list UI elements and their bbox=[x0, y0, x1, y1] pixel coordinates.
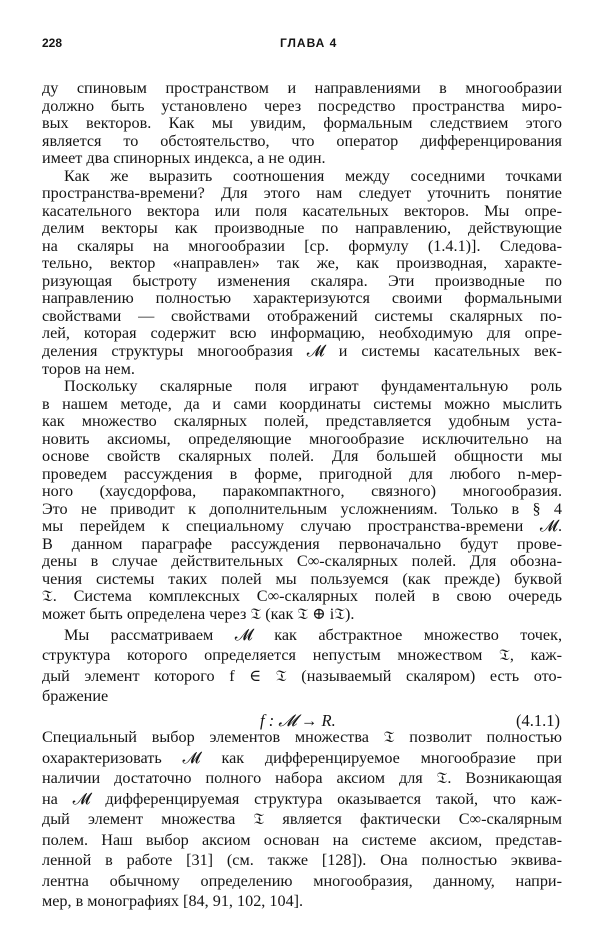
text-line: Как же выразить соотношения между соседними точками bbox=[64, 167, 562, 185]
text-line: Поскольку скалярные поля играют фундаментальную роль bbox=[64, 377, 562, 395]
text-line: имеет два спинорных индекса, а не один. bbox=[42, 149, 326, 167]
text-line: ного (хаусдорфова, паракомпактного, связного) многообразия. bbox=[42, 482, 562, 500]
text-line: деления структуры многообразия 𝓜 и системы касательных век- bbox=[42, 342, 562, 360]
text-line: мер, в монографиях [84, 91, 102, 104]. bbox=[42, 892, 304, 910]
text-line: дый элемент множества 𝔗 является фактически C∞-скалярным bbox=[42, 810, 562, 828]
text-line: Мы рассматриваем 𝓜 как абстрактное множество точек, bbox=[64, 626, 562, 644]
page-number: 228 bbox=[42, 36, 63, 50]
text-line: должно быть установлено через посредство пространства миро- bbox=[42, 97, 562, 115]
text-line: структура которого определяется непустым множеством 𝔗, каж- bbox=[42, 646, 562, 664]
text-line: касательного вектора или поля касательных векторов. Мы опре- bbox=[42, 202, 562, 220]
text-line: дый элемент которого f ∈ 𝔗 (называемый скаляром) есть ото- bbox=[42, 667, 562, 685]
text-line: Специальный выбор элементов множества 𝔗 позволит полностью bbox=[42, 728, 562, 746]
text-line: вых векторов. Как мы увидим, формальным следствием этого bbox=[42, 114, 562, 132]
text-line: чения системы таких полей мы пользуемся (как прежде) буквой bbox=[42, 570, 562, 588]
text-line: наличии достаточно полного набора аксиом для 𝔗. Возникающая bbox=[42, 769, 562, 787]
text-line: как множество скалярных полей, представляется удобным уста- bbox=[42, 412, 562, 430]
text-line: является то обстоятельство, что оператор дифференцирования bbox=[42, 132, 562, 150]
text-line: тельно, вектор «направлен» так же, как производная, характе- bbox=[42, 254, 562, 272]
text-line: торов на нем. bbox=[42, 360, 135, 378]
text-line: ленной в работе [31] (см. также [128]). Она полностью эквива- bbox=[42, 851, 562, 869]
text-line: лентна обычному определению многообразия, данному, напри- bbox=[42, 872, 562, 890]
text-line: 𝔗. Система комплексных C∞-скалярных полей в свою очередь bbox=[42, 587, 562, 605]
text-line: Это не приводит к дополнительным усложнениям. Только в § 4 bbox=[42, 500, 562, 518]
text-line: на скаляры на многообразии [ср. формулу (1.4.1)]. Следова- bbox=[42, 237, 562, 255]
formula-expression: f : 𝓜 → R. bbox=[260, 711, 336, 730]
text-line: новить аксиомы, определяющие многообразие исключительно на bbox=[42, 430, 562, 448]
text-line: бражение bbox=[42, 687, 109, 705]
text-line: дены в случае действительных C∞-скалярных полей. Для обозна- bbox=[42, 552, 562, 570]
text-line: проведем рассуждения в форме, пригодной для любого n-мер- bbox=[42, 465, 562, 483]
text-line: В данном параграфе рассуждения первоначально будут прове- bbox=[42, 535, 562, 553]
text-line: лей, которая содержит всю информацию, необходимую для опре- bbox=[42, 324, 562, 342]
text-line: мы перейдем к специальному случаю пространства-времени 𝓜. bbox=[42, 517, 562, 535]
text-line: может быть определена через 𝔗 (как 𝔗 ⊕ i𝔗). bbox=[42, 605, 355, 623]
equation-number: (4.1.1) bbox=[516, 711, 560, 730]
text-line: пространства-времени? Для этого нам следует уточнить понятие bbox=[42, 184, 562, 202]
chapter-title: ГЛАВА 4 bbox=[280, 36, 338, 50]
text-line: делим векторы как производные по направлению, действующие bbox=[42, 219, 562, 237]
text-line: в нашем методе, да и сами координаты системы можно мыслить bbox=[42, 395, 562, 413]
text-line: основе свойств скалярных полей. Для большей общности мы bbox=[42, 447, 562, 465]
running-head bbox=[42, 36, 562, 56]
text-line: на 𝓜 дифференцируемая структура оказывается такой, что каж- bbox=[42, 790, 562, 808]
text-line: ду спиновым пространством и направлениями в многообразии bbox=[42, 79, 562, 97]
text-line: направлению полностью характеризуются своими формальными bbox=[42, 289, 562, 307]
text-line: свойствами — свойствами отображений системы скалярных по- bbox=[42, 307, 562, 325]
text-line: охарактеризовать 𝓜 как дифференцируемое многообразие при bbox=[42, 749, 562, 767]
text-line: полем. Наш выбор аксиом основан на системе аксиом, представ- bbox=[42, 831, 562, 849]
text-line: ризующая быстроту изменения скаляра. Эти производные по bbox=[42, 272, 562, 290]
